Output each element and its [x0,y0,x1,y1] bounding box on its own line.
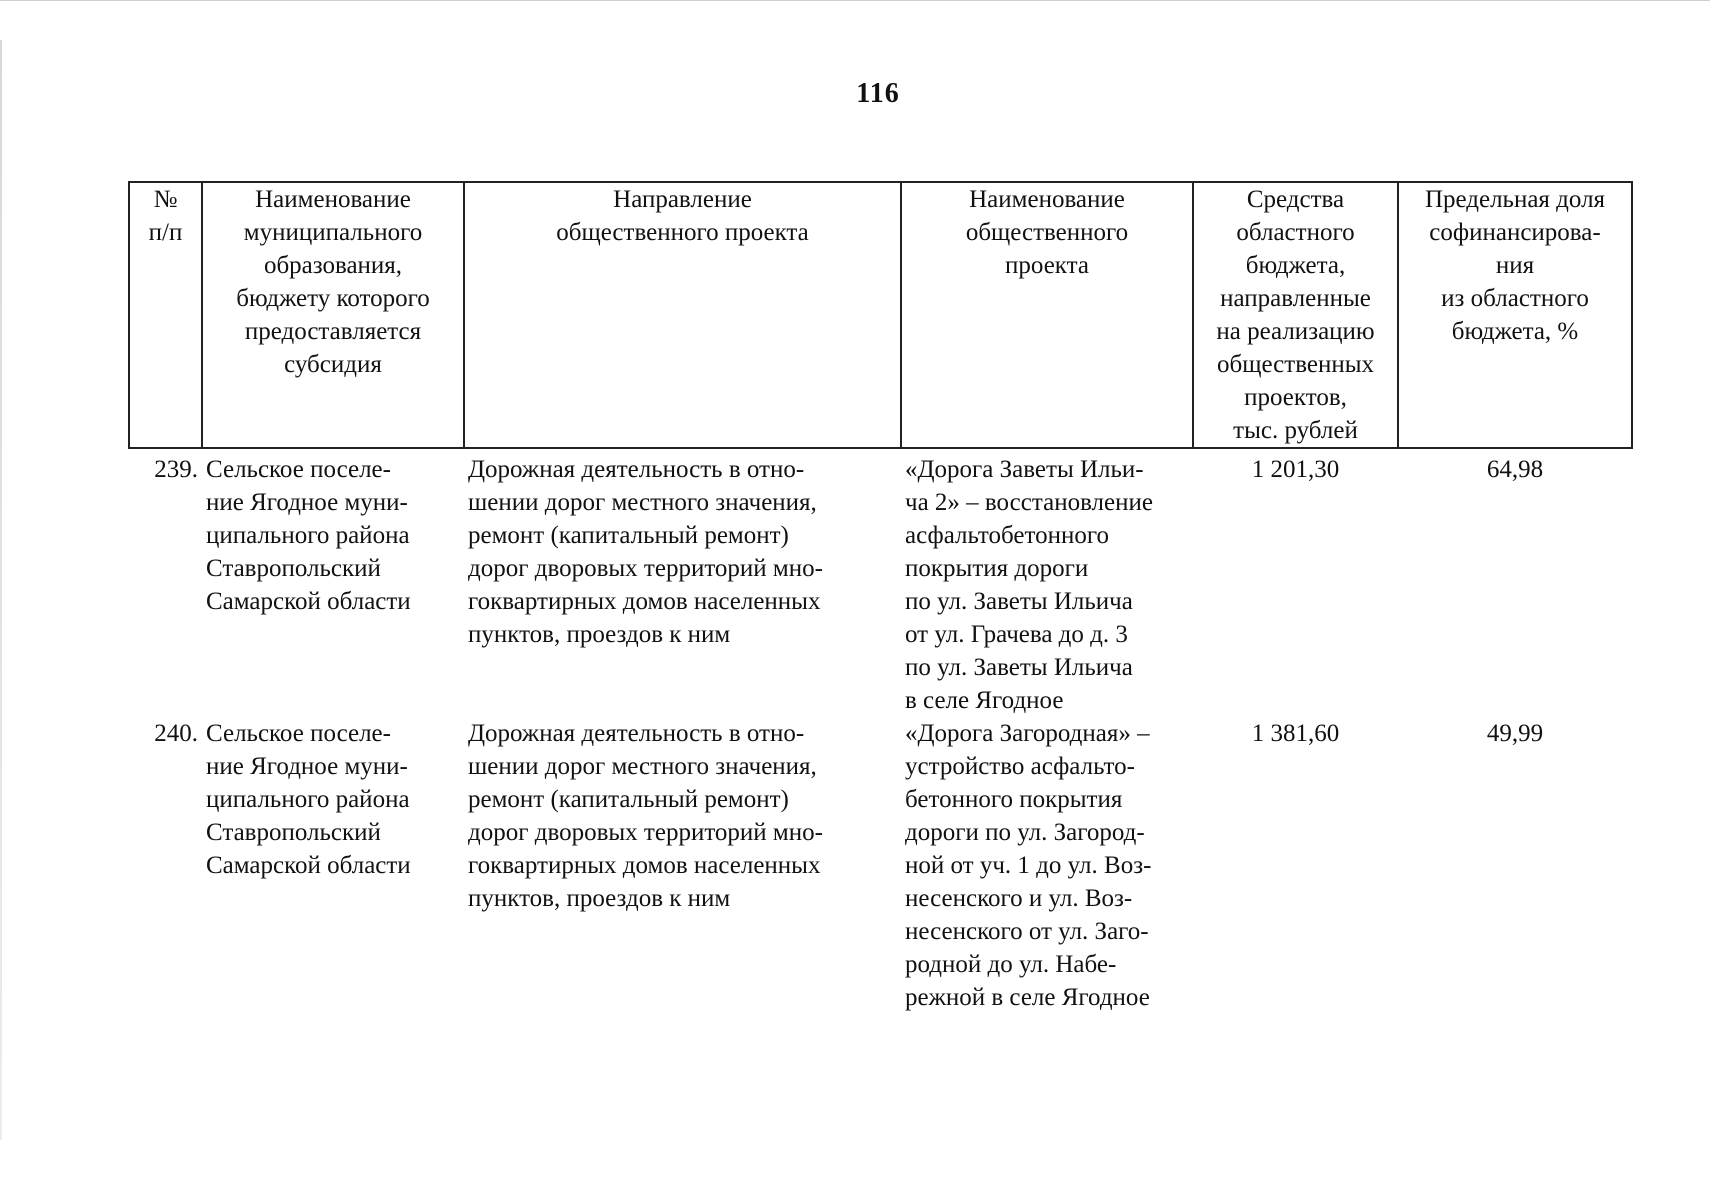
page-number: 116 [856,78,900,109]
row-municipality: Сельское поселе- ние Ягодное муни- ципального района Ставропольский Самарской области [206,456,411,615]
header-row [129,182,1632,448]
row-direction: Дорожная деятельность в отно- шении дорог местного значения, ремонт (капитальный ремонт) дорог дворовых территорий мно- гоквартирных домов населенных пунктов, проездов к ним [468,720,823,912]
row-funds: 1 201,30 [1251,456,1340,483]
header-funds: Средства областного бюджета, направленные на реализацию общественных проектов, тыс. рублей [1193,182,1398,448]
table-header [129,182,1632,448]
budget-table-container [128,181,1631,1014]
row-share: 49,99 [1486,720,1544,747]
row-direction: Дорожная деятельность в отно- шении дорог местного значения, ремонт (капитальный ремонт) дорог дворовых территорий мно- гоквартирных домов населенных пунктов, проездов к ним [468,456,823,648]
header-direction: Направление общественного проекта [464,182,901,448]
scan-top-edge [0,0,1710,1]
row-project: «Дорога Заветы Ильи- ча 2» – восстановление асфальтобетонного покрытия дороги по ул. Заветы Ильича от ул. Грачева до д. 3 по ул. Заветы Ильича в селе Ягодное [905,456,1153,714]
header-project: Наименование общественного проекта [901,182,1193,448]
table-row [129,717,1632,1014]
scan-left-edge [0,40,2,1140]
row-funds: 1 381,60 [1251,720,1340,747]
table-row [129,448,1632,717]
row-municipality: Сельское поселе- ние Ягодное муни- ципального района Ставропольский Самарской области [206,720,411,879]
header-number: № п/п [129,182,202,448]
header-municipality: Наименование муниципального образования, бюджету которого предоставляется субсидия [202,182,464,448]
row-project: «Дорога Загородная» – устройство асфальто- бетонного покрытия дороги по ул. Загород- ной от уч. 1 до ул. Воз- несенского и ул. Воз- несенского от ул. Заго- родной до ул. Набе- режной в селе Ягодное [905,720,1152,1011]
row-share: 64,98 [1486,456,1544,483]
row-number: 240. [154,720,198,747]
header-share: Предельная доля софинансирова- ния из областного бюджета, % [1398,182,1632,448]
row-number: 239. [154,456,198,483]
subsidy-table [128,181,1633,1014]
table-body [129,448,1632,1014]
